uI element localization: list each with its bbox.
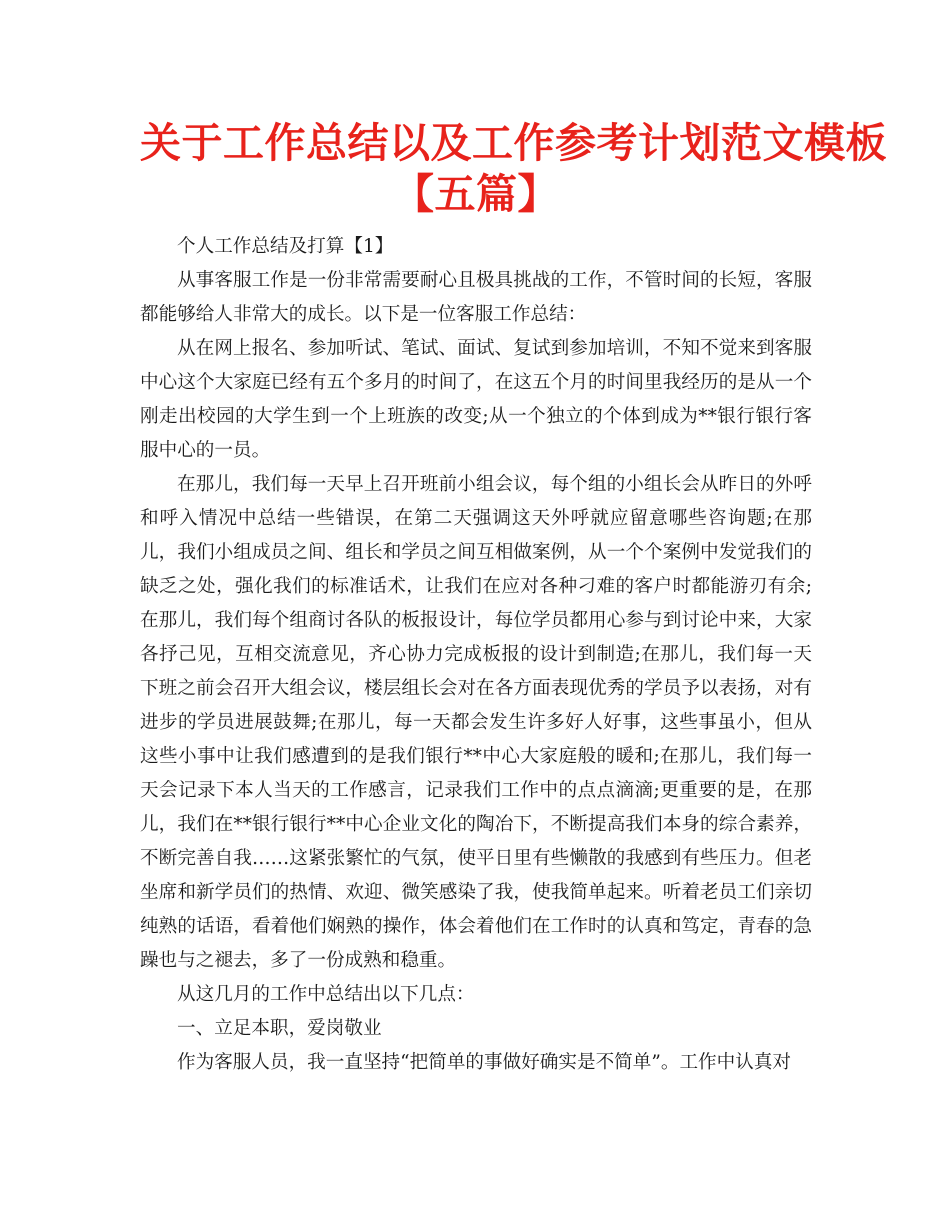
- paragraph: 从在网上报名、参加听试、笔试、面试、复试到参加培训，不知不觉来到客服中心这个大家庭已经有五个多月的时间了，在这五个月的时间里我经历的是从一个刚走出校园的大学生到一个上班族的改变;从一个独立的个体到成为**银行银行客服中心的一员。: [140, 338, 812, 461]
- title-line-1: 关于工作总结以及工作参考计划范文模板: [140, 119, 887, 167]
- paragraph: 从事客服工作是一份非常需要耐心且极具挑战的工作，不管时间的长短，客服都能够给人非常大的成长。以下是一位客服工作总结：: [140, 270, 812, 325]
- paragraph: 作为客服人员，我一直坚持“把简单的事做好确实是不简单”。工作中认真对: [177, 1052, 792, 1073]
- document-page: [140, 118, 887, 1080]
- subsection-heading: 一、立足本职，爱岗敬业: [177, 1018, 382, 1039]
- title-line-2: 【五篇】: [393, 170, 559, 218]
- section-heading: 个人工作总结及打算【1】: [177, 236, 394, 257]
- document-body: [140, 230, 812, 1080]
- paragraph: 在那儿，我们每一天早上召开班前小组会议，每个组的小组长会从昨日的外呼和呼入情况中总结一些错误，在第二天强调这天外呼就应留意哪些咨询题;在那儿，我们小组成员之间、组长和学员之间互相做案例，从一个个案例中发觉我们的缺乏之处，强化我们的标准话术，让我们在应对各种刁难的客户时都能游刃有余;在那儿，我们每个组商讨各队的板报设计，每位学员都用心参与到讨论中来，大家各抒己见，互相交流意见，齐心协力完成板报的设计到制造;在那儿，我们每一天下班之前会召开大组会议，楼层组长会对在各方面表现优秀的学员予以表扬，对有进步的学员进展鼓舞;在那儿，每一天都会发生许多好人好事，这些事虽小，但从这些小事中让我们感遭到的是我们银行**中心大家庭般的暖和;在那儿，我们每一天会记录下本人当天的工作感言，记录我们工作中的点点滴滴;更重要的是，在那儿，我们在**银行银行**中心企业文化的陶冶下，不断提高我们本身的综合素养，不断完善自我……这紧张繁忙的气氛，使平日里有些懒散的我感到有些压力。但老坐席和新学员们的热情、欢迎、微笑感染了我，使我简单起来。听着老员工们亲切纯熟的话语，看着他们娴熟的操作，体会着他们在工作时的认真和笃定，青春的急躁也与之褪去，多了一份成熟和稳重。: [140, 474, 812, 971]
- document-title: [140, 118, 887, 220]
- paragraph: 从这几月的工作中总结出以下几点：: [177, 984, 475, 1005]
